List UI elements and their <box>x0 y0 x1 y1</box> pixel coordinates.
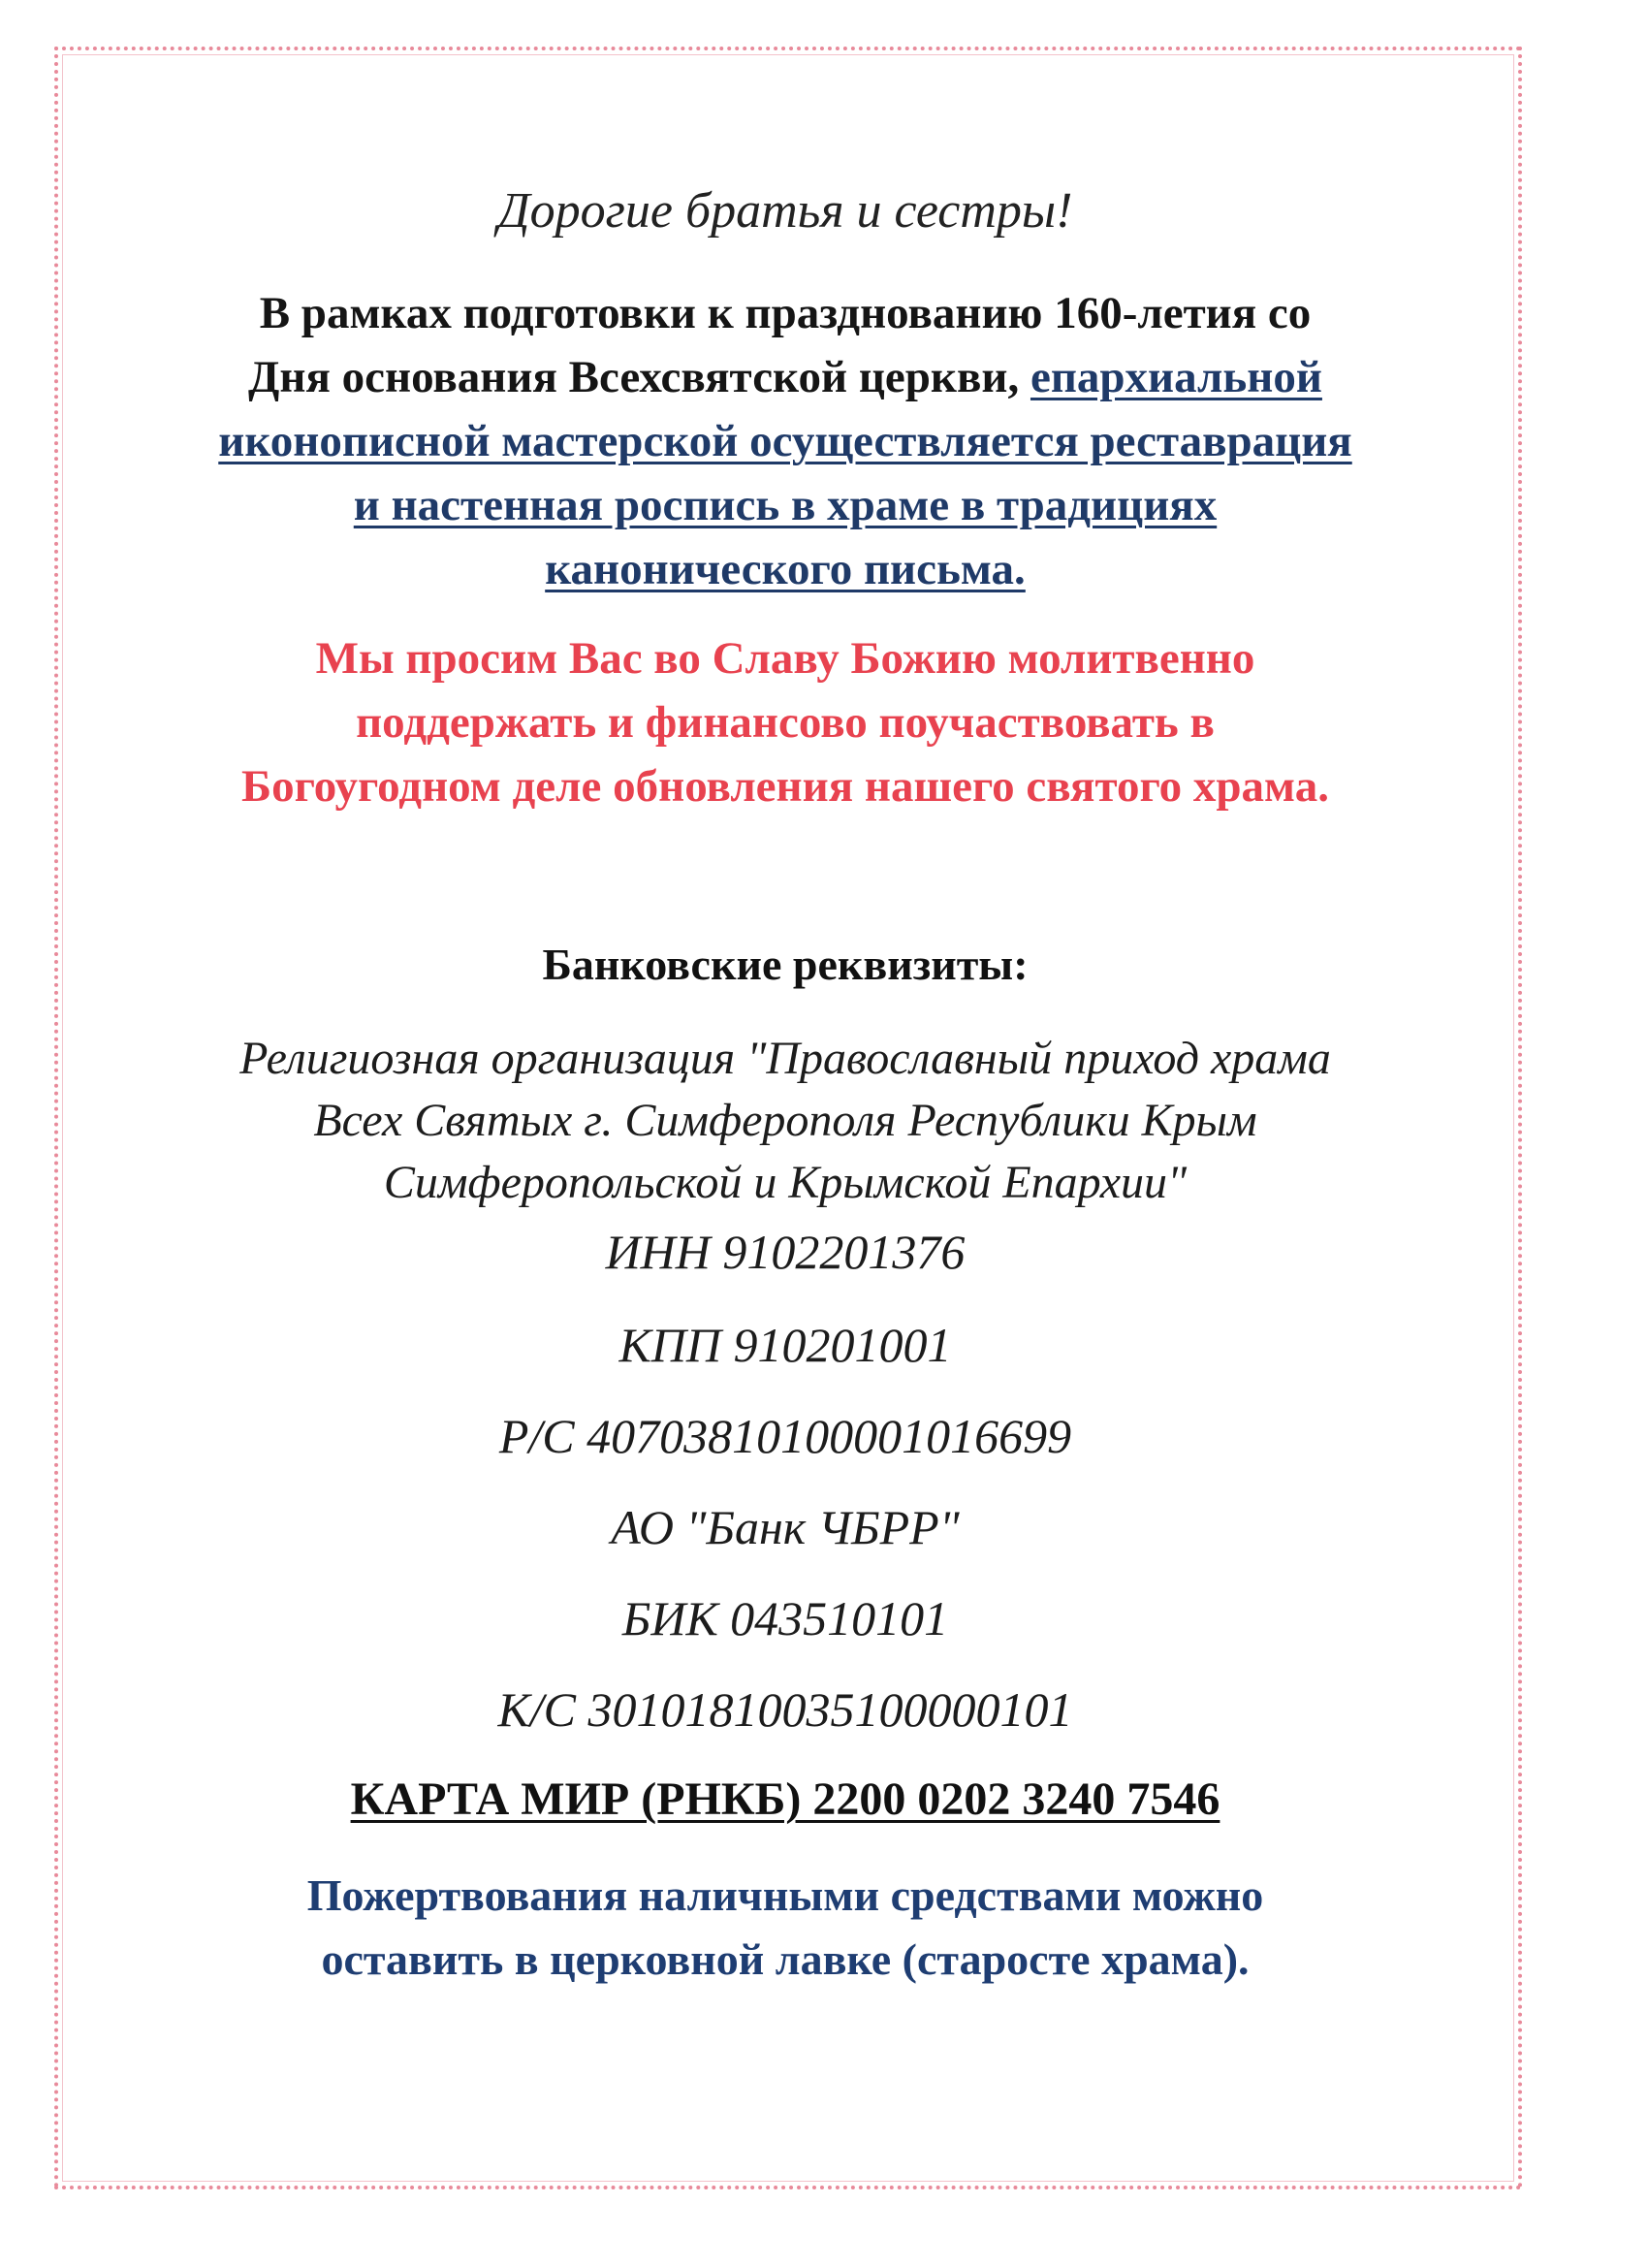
mir-card-number: КАРТА МИР (РНКБ) 2200 0202 3240 7546 <box>350 1773 1220 1825</box>
greeting: Дорогие братья и сестры! <box>497 183 1073 239</box>
correspondent-account: К/С 30101810035100000101 <box>497 1682 1073 1737</box>
appeal-line-1: Мы просим Вас во Славу Божию молитвенно <box>315 633 1255 684</box>
bank-details-title: Банковские реквизиты: <box>542 940 1029 989</box>
inn: ИНН 9102201376 <box>605 1225 966 1279</box>
intro-line-4 <box>78 473 1493 537</box>
appeal-line-3: Богоугодном деле обновления нашего святого храма. <box>241 761 1329 812</box>
org-line-1: Религиозная организация "Православный приход храма <box>239 1033 1331 1084</box>
cash-donation-line-1: Пожертвования наличными средствами можно <box>306 1870 1264 1920</box>
intro-underlined-start: епархиальной <box>1030 352 1322 402</box>
intro-line-5 <box>78 537 1493 601</box>
kpp: КПП 910201001 <box>618 1318 952 1372</box>
bik: БИК 043510101 <box>621 1591 949 1645</box>
intro-underlined-line-5: канонического письма. <box>545 544 1026 594</box>
intro-line-2 <box>78 345 1493 409</box>
bank-name: АО "Банк ЧБРР" <box>611 1500 960 1554</box>
org-line-3: Симферопольской и Крымской Епархии" <box>383 1157 1188 1208</box>
intro-underlined-line-3: иконописной мастерской осуществляется реставрация <box>218 416 1352 466</box>
cash-donation-line-2: оставить в церковной лавке (старосте храма). <box>321 1934 1250 1984</box>
appeal-line-2: поддержать и финансово поучаствовать в <box>356 697 1215 748</box>
intro-underlined-line-4: и настенная роспись в храме в традициях <box>353 480 1218 530</box>
intro-line-3 <box>78 409 1493 473</box>
intro-line-2-plain: Дня основания Всехсвятской церкви, <box>248 352 1020 402</box>
settlement-account: Р/С 40703810100001016699 <box>498 1409 1072 1463</box>
org-line-2: Всех Святых г. Симферополя Республики Крым <box>313 1095 1257 1146</box>
intro-line-1: В рамках подготовки к празднованию 160-летия со <box>259 288 1312 338</box>
